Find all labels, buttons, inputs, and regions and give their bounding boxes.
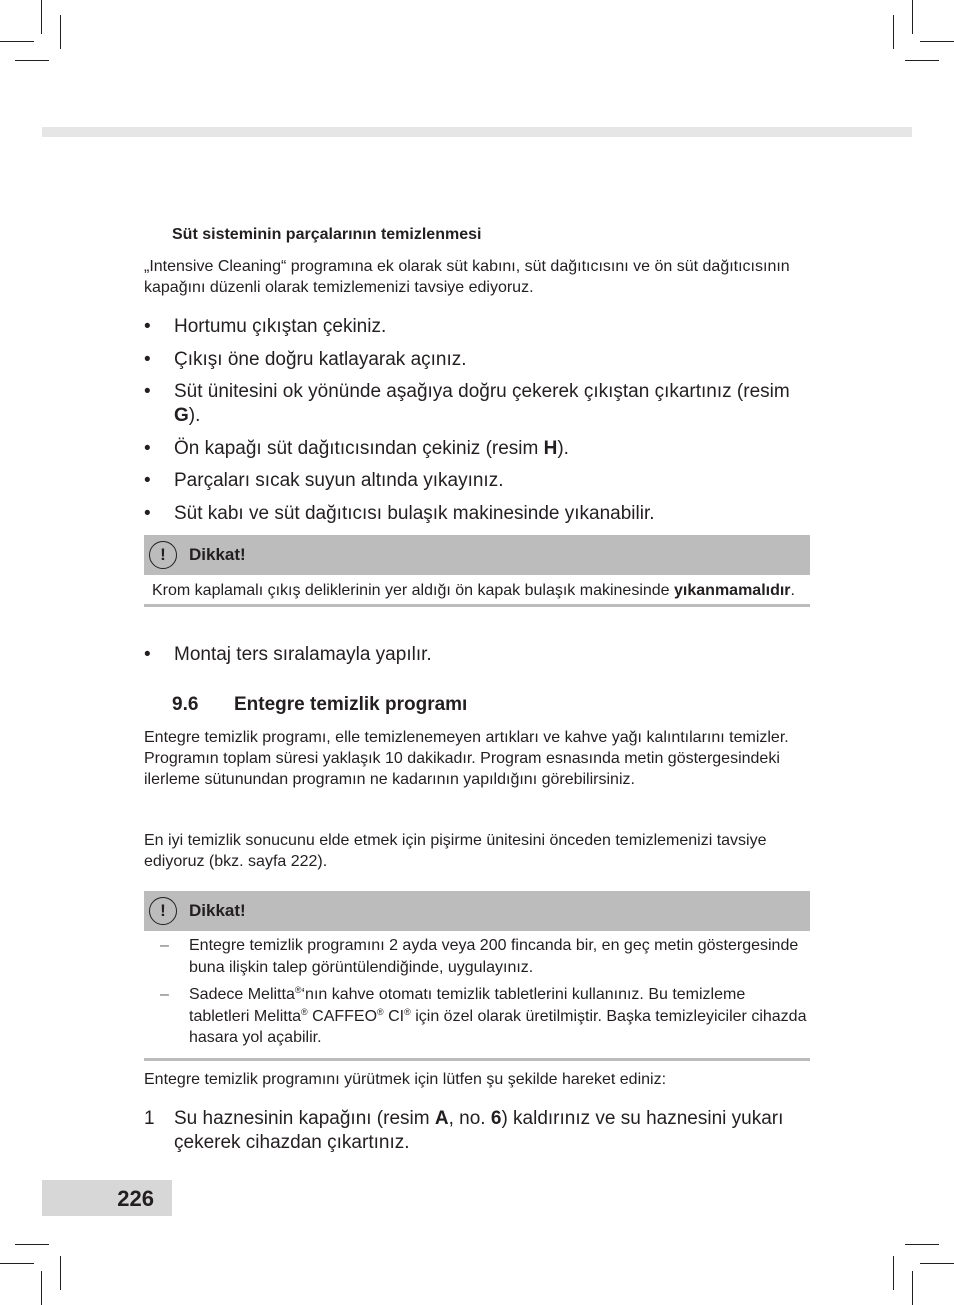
section-paragraph: En iyi temizlik sonucunu elde etmek için pişirme ünitesini önceden temizlemenizi tavsiye ediyoruz (bkz. sayfa 222). <box>144 832 767 870</box>
crop-mark <box>893 15 894 49</box>
warning-header <box>144 535 810 575</box>
intro-paragraph: „Intensive Cleaning“ programına ek olarak süt kabını, süt dağıtıcısını ve ön süt dağıtıcısının kapağını düzenli olarak temizlemenizi tavsiye ediyoruz. <box>144 258 790 296</box>
crop-mark <box>893 1256 894 1290</box>
warning-header <box>144 891 810 931</box>
divider <box>144 604 810 607</box>
numbered-steps <box>144 1107 810 1155</box>
list-item: – Entegre temizlik programını 2 ayda veya 200 fincanda bir, en geç metin göstergesinde buna ilişkin talep görüntülendiğinde, uygulayınız. <box>160 937 799 976</box>
section-paragraph: Entegre temizlik programını yürütmek için lütfen şu şekilde hareket ediniz: <box>144 1071 667 1088</box>
figure-ref: G <box>174 405 189 426</box>
section-heading <box>172 694 467 716</box>
crop-mark <box>905 1244 939 1245</box>
crop-mark <box>41 0 42 34</box>
list-item: • Montaj ters sıralamayla yapılır. <box>144 644 432 665</box>
section-number: 9.6 <box>172 694 199 715</box>
crop-mark <box>0 1263 34 1264</box>
page-number-box <box>42 1180 172 1216</box>
warning-list <box>144 931 810 1058</box>
crop-mark <box>905 60 939 61</box>
crop-mark <box>15 60 49 61</box>
crop-mark <box>920 41 954 42</box>
crop-mark <box>60 1256 61 1290</box>
section-title: Entegre temizlik programı <box>234 694 468 715</box>
crop-mark <box>15 1244 49 1245</box>
list-item: • Çıkışı öne doğru katlayarak açınız. <box>144 348 467 370</box>
step-number: 1 <box>144 1108 155 1129</box>
header-band <box>42 127 912 137</box>
warning-title: Dikkat! <box>189 901 246 920</box>
figure-ref: H <box>543 437 558 459</box>
exclamation-icon: ! <box>149 541 177 569</box>
crop-mark <box>0 41 34 42</box>
crop-mark <box>920 1263 954 1264</box>
crop-mark <box>41 1271 42 1305</box>
assembly-list <box>144 643 810 676</box>
cleaning-steps-list <box>144 315 810 534</box>
list-item: • Süt ünitesini ok yönünde aşağıya doğru çekerek çıkıştan çıkartınız (resim G). <box>144 381 790 426</box>
warning-title: Dikkat! <box>189 545 246 564</box>
list-item: – Sadece Melitta®‘nın kahve otomatı temizlik tabletlerini kullanınız. Bu temizleme tabletleri Melitta® CAFFEO® CI® için özel olarak üretilmiştir. Başka temizleyiciler cihazda hasara yol açabilir. <box>160 985 807 1046</box>
warning-box <box>144 891 810 1061</box>
crop-mark <box>60 15 61 49</box>
divider <box>144 1058 810 1061</box>
subsection-title: Süt sisteminin parçalarının temizlenmesi <box>172 226 482 243</box>
exclamation-icon: ! <box>149 897 177 925</box>
list-item: • Süt kabı ve süt dağıtıcısı bulaşık makinesinde yıkanabilir. <box>144 502 655 524</box>
crop-mark <box>912 0 913 34</box>
list-item: • Hortumu çıkıştan çekiniz. <box>144 316 387 337</box>
list-item: 1 Su haznesinin kapağını (resim A, no. 6) kaldırınız ve su haznesini yukarı çekerek cihazdan çıkartınız. <box>144 1108 784 1153</box>
crop-mark <box>912 1271 913 1305</box>
warning-text: Krom kaplamalı çıkış deliklerinin yer aldığı ön kapak bulaşık makinesinde yıkanmamalıdır. <box>152 582 795 599</box>
page-number: 226 <box>117 1186 154 1211</box>
list-item: • Parçaları sıcak suyun altında yıkayınız. <box>144 470 504 491</box>
list-item: • Ön kapağı süt dağıtıcısından çekiniz (resim H). <box>144 437 569 459</box>
warning-box <box>144 535 810 607</box>
section-paragraph: Entegre temizlik programı, elle temizlenemeyen artıkları ve kahve yağı kalıntılarını temizler. Programın toplam süresi yaklaşık 10 dakikadır. Program esnasında metin göstergesindeki ilerleme sütunundan programın ne kadarının yapıldığını görebilirsiniz. <box>144 729 789 788</box>
